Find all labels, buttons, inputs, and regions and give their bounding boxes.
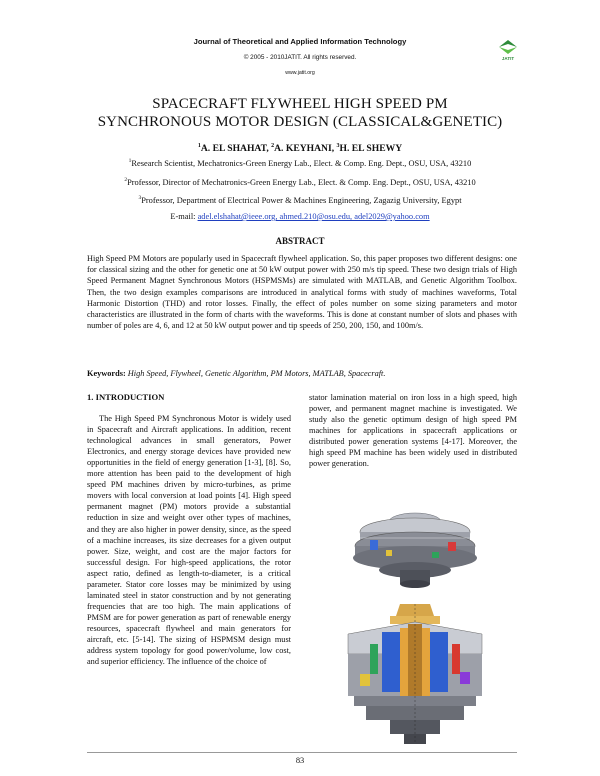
left-column xyxy=(87,392,291,667)
affiliation-3-text: Professor, Department of Electrical Power & Machines Engineering, Zagazig University, Egypt xyxy=(141,195,462,205)
author-2: A. KEYHANI, xyxy=(274,143,337,155)
author-3: H. EL SHEWY xyxy=(339,143,403,155)
abstract-heading: ABSTRACT xyxy=(275,236,325,246)
journal-logo xyxy=(497,38,519,62)
author-1-sup: 1 xyxy=(197,143,201,149)
title-line-1: SPACECRAFT FLYWHEEL HIGH SPEED PM xyxy=(152,96,448,112)
right-column xyxy=(309,392,517,469)
affiliation-3-sup: 3 xyxy=(138,195,142,201)
footer-rule xyxy=(87,752,517,753)
flywheel-cutaway-rendering xyxy=(348,604,482,744)
keywords-label: Keywords: xyxy=(87,369,128,378)
email-label: E-mail: xyxy=(170,212,198,221)
author-2-sup: 2 xyxy=(271,143,275,149)
affiliation-1-sup: 1 xyxy=(128,158,132,164)
affiliation-3 xyxy=(0,195,600,205)
affiliation-2-sup: 2 xyxy=(124,177,128,183)
affiliation-1 xyxy=(0,158,600,168)
journal-name: Journal of Theoretical and Applied Information Technology xyxy=(193,37,407,46)
abstract-text: High Speed PM Motors are popularly used in Spacecraft flywheel application. So, this paper proposes two different designs: one for classical sizing and the other for genetic one at 50 kW output power with 250 m/s tip speed. These two design trials of High Speed Permanent Magnet Synchronous Motors (HSPMSMs) are simulated with MATLAB, and Genetic Algorithm Toolbox. Then, the two design examples comparisons are introduced in analytical forms with study of machines waveforms, Total Harmonic Distortion (THD) and rotor losses. Finally, the effect of poles number on some sizing parameters and motor characteristics are illustrated in the form of charts with the waveforms. This is done at constant number of slots and phases with number of poles are 4, 6, and 12 at 50 kW output power and tip speeds of 250, 200, 150, and 100m/s. xyxy=(87,254,517,331)
affiliation-1-text: Research Scientist, Mechatronics-Green Energy Lab., Elect. & Comp. Eng. Dept., OSU, USA, 43210 xyxy=(131,158,472,168)
email-line xyxy=(0,212,600,221)
affiliation-2 xyxy=(0,177,600,187)
page-number: 83 xyxy=(295,756,305,765)
section-heading-introduction: 1. INTRODUCTION xyxy=(87,392,165,402)
author-1: A. EL SHAHAT, xyxy=(200,143,272,155)
keywords xyxy=(87,369,517,378)
copyright-line: © 2005 - 2010JATIT. All rights reserved. xyxy=(243,54,357,61)
author-list xyxy=(0,143,600,154)
introduction-right-text: stator lamination material on iron loss in a high speed, high power, and permanent magnet machine is investigated. We study also the genetic optimum design of high speed PM machines for applications in spacecraft applications or distributed power generation systems [4-17]. Moreover, the high speed PM machine has been widely used in distributed power generation. xyxy=(309,393,517,469)
keywords-text: High Speed, Flywheel, Genetic Algorithm, PM Motors, MATLAB, Spacecraft. xyxy=(127,369,386,378)
author-3-sup: 3 xyxy=(336,143,340,149)
paper-title xyxy=(60,95,540,131)
journal-website: www.jatit.org xyxy=(285,70,315,76)
flywheel-assembly-rendering xyxy=(353,513,477,588)
email-links[interactable]: adel.elshahat@ieee.org, ahmed.210@osu.edu, adel2029@yahoo.com xyxy=(197,212,430,221)
logo-text: JATIT xyxy=(501,56,515,61)
affiliation-2-text: Professor, Director of Mechatronics-Green Energy Lab., Elect. & Comp. Eng. Dept., OSU, USA, 43210 xyxy=(127,177,476,187)
flywheel-motor-figure xyxy=(330,504,500,749)
title-line-2: SYNCHRONOUS MOTOR DESIGN (CLASSICAL&GENETIC) xyxy=(97,114,503,130)
introduction-left-text: The High Speed PM Synchronous Motor is widely used in Spacecraft and Aircraft applications. In addition, recent technological advances in small generators, Power Electronics, and energy storage devices have provided new opportunities in the field of energy generation [1-3], [8]. So, more attention has been paid to the development of high speed PM machines driven by micro-turbines, as prime movers with local conversion at load points [4]. High speed permanent magnet (PM) motors provide a substantial reduction in size and weight over other types of machines, and they are also higher in power density, since, as the speed of a machine increases, its size decreases for a given output power. Size, weight, and cost are the major factors for successful design. For high-speed applications, the rotor aspect ratio, defined as length-to-diameter, is a critical parameter. Stator core losses may be minimized by using laminated steel in stator construction and by not generating frequencies that are too high. The main applications of PMSM are for power generation as part of renewable energy resources, spacecraft flywheel and main generators for aircraft, etc. [5-14]. The sizing of HSPMSM design must address system topology for good power/volume, low cost, and superior efficiency. The influence of the choice of xyxy=(87,414,291,667)
